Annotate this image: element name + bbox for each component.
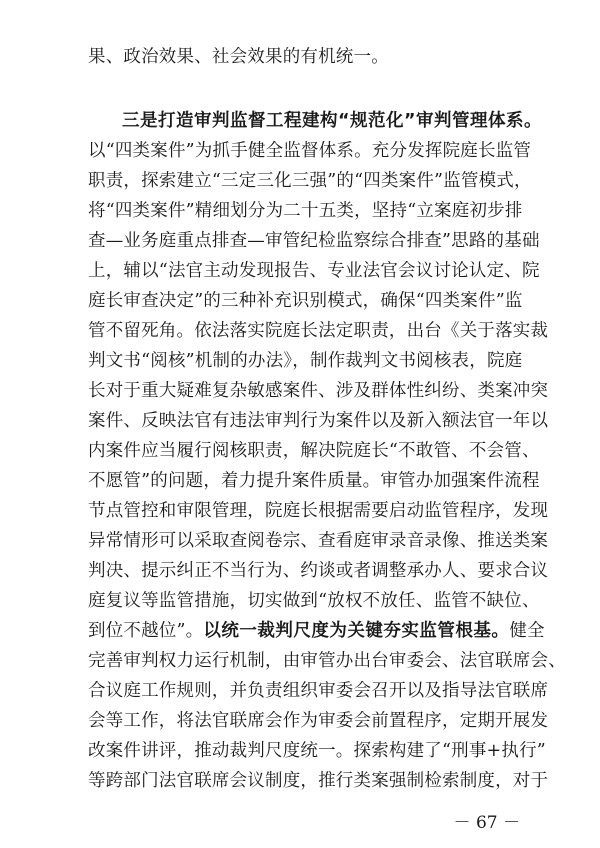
bold-topic-sentence: 以统一裁判尺度为关键夯实监管根基。 [203, 621, 510, 641]
paragraph-line: 将“四类案件”精细划分为二十五类，坚持“立案庭初步排 [88, 201, 523, 221]
line-end: 健全 [509, 621, 545, 641]
paragraph-line: 长对于重大疑难复杂敏感案件、涉及群体性纠纷、类案冲突 [88, 381, 549, 401]
paragraph-line: 改案件讲评，推动裁判尺度统一。探索构建了“刑事+执行” [88, 741, 546, 761]
paragraph-line: 异常情形可以采取查阅卷宗、查看庭审录音录像、推送类案 [88, 531, 549, 551]
paragraph-line: 上，辅以“法官主动发现报告、专业法官会议讨论认定、院 [88, 261, 540, 281]
paragraph-line: 职责，探索建立“三定三化三强”的“四类案件”监管模式， [88, 171, 532, 191]
section-heading-line: 三是打造审判监督工程建构“规范化”审判管理体系。 [122, 111, 543, 131]
line-start: 到位不越位”。 [88, 621, 204, 641]
mixed-paragraph-line [88, 616, 545, 646]
paragraph-line: 果、政治效果、社会效果的有机统一。 [88, 47, 389, 67]
paragraph-line: 庭复议等监管措施，切实做到“放权不放任、监管不缺位、 [88, 591, 540, 611]
paragraph-line: 会等工作，将法官联席会作为审委会前置程序，定期开展发 [88, 711, 549, 731]
paragraph-line: 判决、提示纠正不当行为、约谈或者调整承办人、要求合议 [88, 561, 549, 581]
paragraph-line: 查—业务庭重点排查—审管纪检监察综合排查”思路的基础 [88, 231, 540, 251]
paragraph-line: 管不留死角。依法落实院庭长法定职责，出台《关于落实裁 [88, 321, 549, 341]
paragraph-line: 庭长审查决定”的三种补充识别模式，确保“四类案件”监 [88, 291, 523, 311]
page-number: － 67 － [453, 813, 520, 833]
paragraph-line: 节点管控和审限管理，院庭长根据需要启动监管程序，发现 [88, 501, 549, 521]
paragraph-line: 不愿管”的问题，着力提升案件质量。审管办加强案件流程 [88, 471, 540, 491]
paragraph-line: 合议庭工作规则，并负责组织审委会召开以及指导法官联席 [88, 681, 549, 701]
paragraph-line: 以“四类案件”为抓手健全监督体系。充分发挥院庭长监管 [88, 141, 532, 161]
paragraph-line: 判文书“阅核”机制的办法》，制作裁判文书阅核表，院庭 [88, 351, 523, 371]
paragraph-line: 完善审判权力运行机制，由审管办出台审委会、法官联席会、 [88, 651, 566, 671]
paragraph-line: 内案件应当履行阅核职责，解决院庭长“不敢管、不会管、 [88, 441, 540, 461]
paragraph-line: 等跨部门法官联席会议制度，推行类案强制检索制度，对于 [88, 771, 549, 791]
paragraph-line: 案件、反映法官有违法审判行为案件以及新入额法官一年以 [88, 411, 549, 431]
